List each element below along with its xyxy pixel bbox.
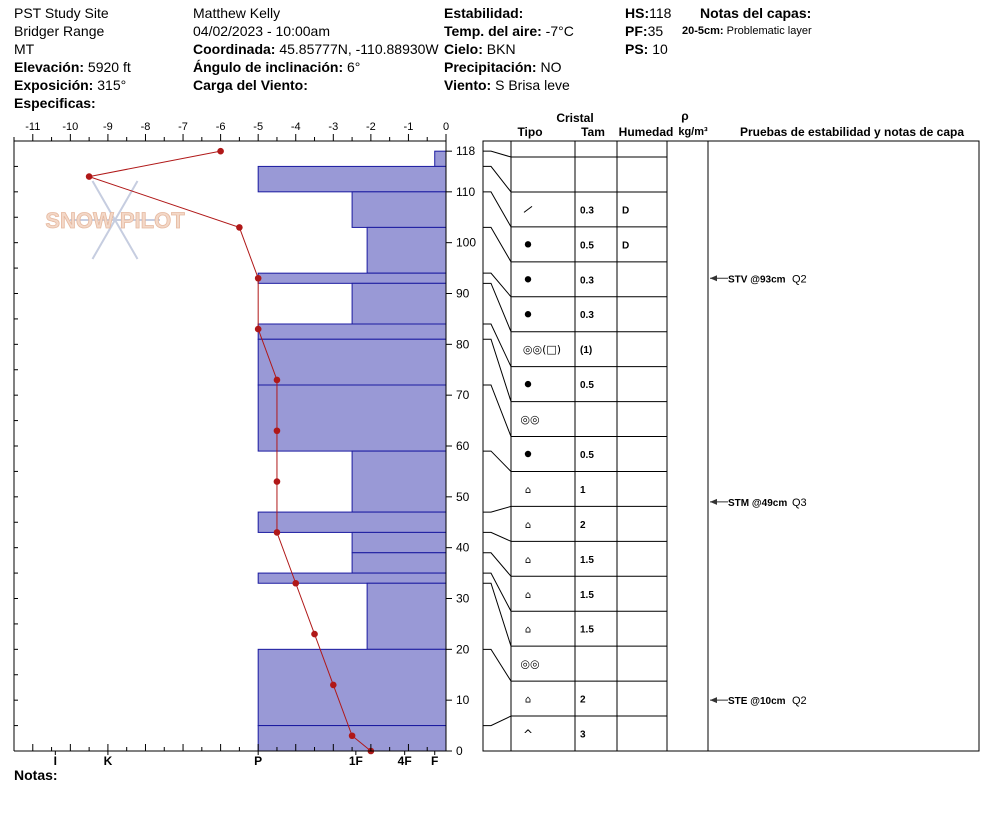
hardness-bar: [258, 385, 446, 451]
precip-label: Precipitación:: [444, 59, 537, 75]
range-name: Bridger Range: [14, 23, 105, 39]
site-name: PST Study Site: [14, 5, 109, 21]
stability-test-arrowhead: [710, 697, 717, 703]
depth-tick-label: 10: [456, 693, 470, 708]
pf-label: PF:: [625, 23, 648, 39]
table-header-moisture: Humedad: [618, 125, 674, 139]
table-frame: [483, 141, 979, 751]
temp-tick-label: -11: [25, 121, 41, 133]
temperature-point: [86, 173, 93, 180]
depth-tick-label: 90: [456, 286, 470, 301]
air-temp-value: -7°C: [545, 23, 574, 39]
layer-size: 0.3: [580, 205, 594, 217]
temperature-point: [274, 478, 281, 485]
wind-label: Viento:: [444, 77, 492, 93]
elevation-label: Elevación:: [14, 59, 85, 75]
ps-label: PS:: [625, 41, 649, 57]
grain-round-icon: [525, 311, 531, 317]
layer-connector: [483, 151, 511, 157]
layer-size: (1): [580, 345, 593, 357]
hardness-scale-label: P: [254, 754, 263, 768]
hardness-bar: [258, 649, 446, 725]
temperature-point: [330, 682, 337, 689]
temperature-point: [236, 224, 243, 231]
layer-notes-label: Notas del capas:: [700, 5, 812, 21]
aspect-value: 315°: [97, 77, 127, 93]
hardness-bar: [367, 583, 446, 649]
stability-test-label: STM @49cm: [728, 497, 788, 509]
grain-facet-icon: ⌂: [524, 694, 532, 706]
table-header-density-symbol: ρ: [681, 109, 689, 123]
coordinate-value: 45.85777N, -110.88930W: [279, 41, 439, 57]
grain-facet-icon: ⌂: [524, 589, 532, 601]
hardness-bar: [435, 151, 446, 166]
layer-size: 0.5: [580, 240, 594, 252]
precip-value: NO: [540, 59, 562, 75]
temp-tick-label: -4: [290, 121, 301, 133]
hardness-bar: [352, 283, 446, 324]
depth-tick-label: 70: [456, 388, 470, 403]
depth-tick-label: 118: [456, 144, 476, 159]
stability-test-quality: Q2: [792, 273, 807, 286]
layer-size: 0.5: [580, 450, 594, 461]
layer-connector: [483, 716, 511, 726]
grain-mixed-icon: ◎◎(□): [522, 343, 562, 357]
table-header-density-unit: kg/m³: [678, 126, 708, 138]
hardness-scale-label: 4F: [397, 754, 412, 768]
hardness-bar: [352, 451, 446, 512]
temperature-point: [274, 427, 281, 434]
layer-table: [483, 109, 979, 751]
layer-connector: [483, 451, 511, 471]
layer-size: 0.3: [580, 275, 594, 287]
stability-test-arrowhead: [710, 499, 717, 505]
wind-load-label: Carga del Viento:: [193, 77, 308, 93]
grain-melt-form-icon: ◎◎: [520, 657, 540, 671]
temp-tick-label: -5: [253, 121, 264, 133]
temperature-point: [255, 275, 262, 282]
hardness-bar: [352, 553, 446, 573]
grain-facet-icon: ⌂: [524, 519, 532, 531]
ps-value: 10: [652, 41, 668, 57]
depth-tick-label: 110: [456, 184, 476, 199]
observer-name: Matthew Kelly: [193, 5, 281, 21]
layer-connector: [483, 649, 511, 681]
depth-tick-label: 40: [456, 540, 470, 555]
layer-connector: [483, 532, 511, 541]
hardness-scale-label: 1F: [348, 754, 363, 768]
layer-moisture: D: [622, 240, 630, 252]
hardness-bar: [352, 192, 446, 228]
temperature-point: [255, 326, 262, 333]
temp-tick-label: -2: [365, 121, 376, 133]
sky-value: BKN: [486, 41, 516, 57]
stability-test-label: STV @93cm: [728, 274, 786, 286]
grain-round-icon: [525, 276, 531, 282]
temperature-point: [349, 732, 356, 739]
temp-tick-label: -3: [328, 121, 339, 133]
grain-round-icon: [525, 381, 531, 387]
hardness-bar: [258, 512, 446, 532]
depth-tick-label: 50: [456, 489, 470, 504]
layer-connector: [483, 192, 511, 227]
layer-connector: [483, 166, 511, 192]
temp-tick-label: -6: [215, 121, 226, 133]
layer-note-text: Problematic layer: [726, 25, 812, 37]
air-temp-label: Temp. del aire:: [444, 23, 542, 39]
grain-round-icon: [525, 241, 531, 247]
table-header-type: Tipo: [517, 125, 543, 139]
hardness-scale-label: K: [103, 754, 113, 768]
depth-tick-label: 30: [456, 591, 470, 606]
stability-test-label: STE @10cm: [728, 696, 786, 708]
stability-label: Estabilidad:: [444, 5, 524, 21]
hardness-scale-label: F: [431, 754, 439, 768]
table-header-size: Tam: [581, 125, 605, 139]
layer-connector: [483, 385, 511, 437]
observation-datetime: 04/02/2023 - 10:00am: [193, 23, 330, 39]
temperature-point: [274, 529, 281, 536]
grain-depth-hoar-icon: ^: [522, 727, 534, 742]
depth-tick-label: 0: [456, 744, 463, 758]
grain-facet-icon: ⌂: [524, 624, 532, 636]
depth-tick-label: 60: [456, 439, 470, 453]
temp-tick-label: 0: [442, 121, 450, 133]
layer-size: 1.5: [580, 624, 594, 636]
temp-tick-label: -10: [62, 121, 79, 133]
temp-tick-label: -9: [103, 121, 113, 133]
hardness-scale-label: I: [53, 754, 57, 768]
temp-tick-label: -1: [403, 121, 414, 133]
layer-connector: [483, 506, 511, 512]
hardness-bar: [258, 573, 446, 583]
hardness-bar: [367, 227, 446, 273]
layer-size: 1.5: [580, 589, 594, 601]
hardness-bar: [352, 532, 446, 552]
wind-value: S Brisa leve: [495, 77, 570, 93]
aspect-label: Exposición:: [14, 77, 94, 93]
grain-melt-form-icon: ◎◎: [520, 413, 540, 427]
layer-size: 1.5: [580, 554, 594, 566]
notes-label: Notas:: [14, 767, 58, 783]
layer-connector: [483, 324, 511, 367]
depth-tick-label: 80: [456, 337, 470, 352]
layer-connector: [483, 227, 511, 261]
slope-label: Ángulo de inclinación:: [193, 59, 344, 75]
hardness-bar: [258, 166, 446, 191]
state-name: MT: [14, 41, 35, 57]
layer-moisture: D: [622, 205, 630, 217]
layer-size: 1: [580, 484, 586, 496]
temp-tick-label: -7: [178, 121, 188, 133]
layer-connector: [483, 273, 511, 297]
layer-connector: [483, 583, 511, 646]
layer-note-range: 20-5cm:: [682, 25, 724, 37]
depth-tick-label: 20: [456, 642, 470, 657]
layer-size: 2: [580, 519, 586, 531]
grain-precip-icon: [524, 206, 532, 212]
sky-label: Cielo:: [444, 41, 483, 57]
table-header-crystal: Cristal: [556, 111, 594, 125]
coordinate-label: Coordinada:: [193, 41, 276, 57]
layer-size: 2: [580, 694, 586, 706]
temperature-point: [274, 377, 281, 384]
layer-size: 0.3: [580, 310, 594, 322]
grain-round-icon: [525, 451, 531, 457]
hardness-bars: [258, 151, 446, 751]
temp-tick-label: -8: [140, 121, 151, 133]
temperature-point: [311, 631, 318, 638]
hardness-bar: [258, 324, 446, 339]
snowpilot-watermark: [45, 181, 185, 259]
watermark-text: SNOW PILOT: [45, 208, 185, 233]
stability-test-quality: Q3: [792, 496, 807, 509]
hs-value: 118: [649, 5, 672, 21]
layer-connector: [483, 573, 511, 611]
layer-size: 0.5: [580, 380, 594, 392]
stability-test-quality: Q2: [792, 695, 807, 708]
pf-value: 35: [647, 23, 664, 39]
layer-connector: [483, 339, 511, 401]
table-header-tests: Pruebas de estabilidad y notas de capa: [739, 125, 965, 139]
depth-tick-label: 100: [456, 235, 477, 250]
temperature-point: [292, 580, 299, 587]
hs-label: HS:: [625, 5, 650, 21]
grain-facet-icon: ⌂: [524, 554, 532, 566]
grain-facet-icon: ⌂: [524, 484, 532, 496]
stability-test-arrowhead: [710, 275, 717, 281]
layer-size: 3: [580, 729, 586, 741]
slope-value: 6°: [347, 59, 361, 75]
specifics-label: Especificas:: [14, 95, 96, 111]
temperature-point: [217, 148, 224, 155]
hardness-bar: [258, 273, 446, 283]
elevation-value: 5920 ft: [87, 59, 131, 75]
hardness-bar: [258, 339, 446, 385]
